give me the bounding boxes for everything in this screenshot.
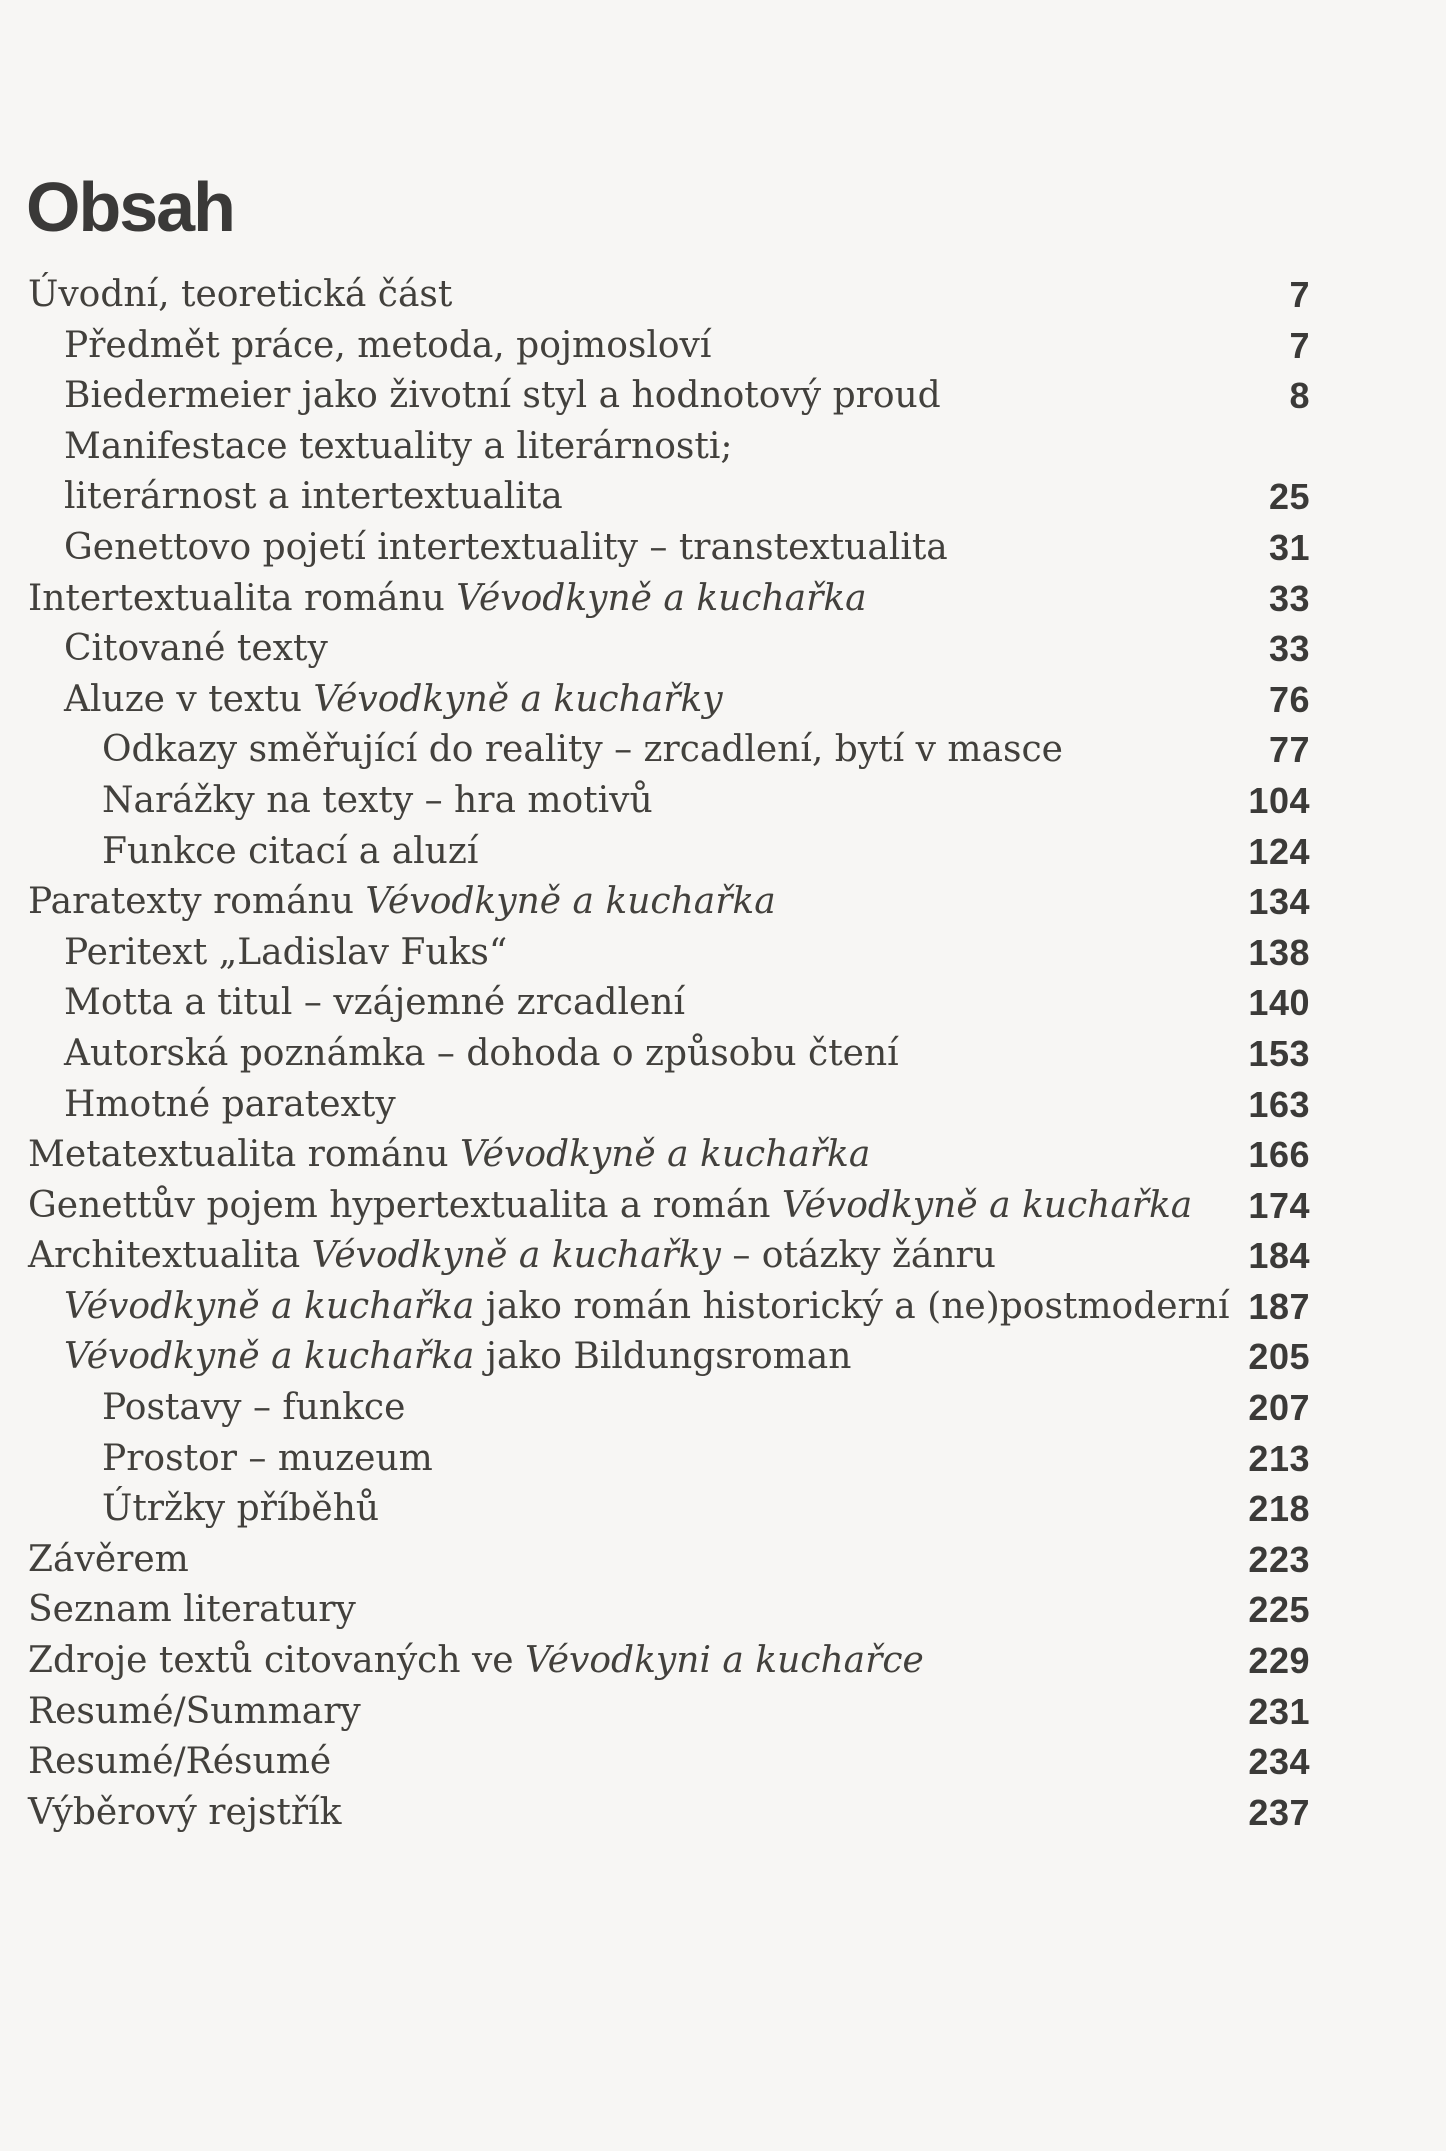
entry-page-number: 207 (1248, 1387, 1310, 1429)
toc-entry (28, 1687, 1310, 1738)
entry-text: Genettovo pojetí intertextuality – transtextualita (64, 526, 948, 568)
toc-entry (28, 725, 1310, 776)
entry-page-number: 205 (1248, 1336, 1310, 1378)
toc-entry (28, 270, 1310, 321)
entry-text: Autorská poznámka – dohoda o způsobu čtení (64, 1032, 899, 1074)
entry-page-number: 166 (1248, 1134, 1310, 1176)
entry-page-number: 77 (1268, 729, 1310, 771)
entry-text: Intertextualita románu Vévodkyně a kuchařka (28, 577, 867, 619)
entry-text: Zdroje textů citovaných ve Vévodkyni a kuchařce (28, 1640, 924, 1682)
toc-entry (28, 1029, 1310, 1080)
toc-list (28, 270, 1310, 1838)
entry-text: Manifestace textuality a literárnosti; (64, 425, 733, 467)
entry-text: Paratexty románu Vévodkyně a kuchařka (28, 881, 776, 923)
entry-text: Biedermeier jako životní styl a hodnotový proud (64, 375, 941, 417)
entry-page-number: 163 (1248, 1083, 1310, 1125)
entry-text: Genettův pojem hypertextualita a román Vévodkyně a kuchařka (28, 1184, 1193, 1226)
toc-entry (28, 675, 1310, 726)
toc-entry (28, 1434, 1310, 1485)
toc-entry (28, 1535, 1310, 1586)
toc-entry (28, 776, 1310, 827)
entry-page-number: 33 (1268, 628, 1310, 670)
entry-page-number: 33 (1268, 577, 1310, 619)
entry-page-number: 8 (1289, 375, 1310, 417)
toc-entry (28, 1788, 1310, 1839)
entry-text: Hmotné paratexty (64, 1083, 396, 1125)
entry-page-number: 76 (1268, 678, 1310, 720)
toc-entry (28, 1383, 1310, 1434)
entry-text: Narážky na texty – hra motivů (102, 779, 653, 821)
toc-entry (28, 877, 1310, 928)
entry-text: Odkazy směřující do reality – zrcadlení, bytí v masce (102, 729, 1063, 771)
toc-entry (28, 321, 1310, 372)
entry-text: Aluze v textu Vévodkyně a kuchařky (64, 678, 723, 720)
entry-page-number: 229 (1248, 1640, 1310, 1682)
entry-page-number: 174 (1248, 1184, 1310, 1226)
entry-text: Postavy – funkce (102, 1387, 406, 1429)
entry-text: Citované texty (64, 628, 328, 670)
entry-text: Metatextualita románu Vévodkyně a kuchařka (28, 1134, 871, 1176)
toc-entry (28, 1332, 1310, 1383)
toc-entry (28, 574, 1310, 625)
toc-entry (28, 371, 1310, 422)
entry-text: Architextualita Vévodkyně a kuchařky – otázky žánru (28, 1235, 996, 1277)
entry-page-number: 184 (1248, 1235, 1310, 1277)
toc-entry (28, 1231, 1310, 1282)
entry-text: Peritext „Ladislav Fuks“ (64, 931, 508, 973)
entry-page-number: 134 (1248, 881, 1310, 923)
toc-entry (28, 978, 1310, 1029)
entry-page-number: 187 (1248, 1285, 1310, 1327)
toc-entry (28, 1181, 1310, 1232)
toc-entry (28, 523, 1310, 574)
entry-page-number: 213 (1248, 1437, 1310, 1479)
entry-text: literárnost a intertextualita (64, 476, 563, 518)
entry-text: Resumé/Summary (28, 1690, 361, 1732)
entry-page-number: 25 (1268, 476, 1310, 518)
toc-entry (28, 928, 1310, 979)
entry-text: Útržky příběhů (102, 1488, 380, 1530)
toc-entry (28, 827, 1310, 878)
entry-text: Seznam literatury (28, 1589, 356, 1631)
entry-page-number: 124 (1248, 830, 1310, 872)
page-title: Obsah (26, 167, 234, 246)
toc-entry (28, 1080, 1310, 1131)
entry-page-number: 140 (1248, 982, 1310, 1024)
toc-entry (28, 1636, 1310, 1687)
entry-text: Úvodní, teoretická část (28, 274, 453, 315)
toc-entry (28, 1484, 1310, 1535)
entry-page-number: 234 (1248, 1741, 1310, 1783)
toc-entry (28, 472, 1310, 523)
entry-page-number: 138 (1248, 931, 1310, 973)
entry-text: Funkce citací a aluzí (102, 830, 479, 872)
entry-page-number: 7 (1289, 274, 1310, 315)
entry-page-number: 225 (1248, 1589, 1310, 1631)
entry-text: Předmět práce, metoda, pojmosloví (64, 324, 712, 366)
entry-text: Vévodkyně a kuchařka jako Bildungsroman (64, 1336, 852, 1378)
entry-page-number: 104 (1248, 779, 1310, 821)
entry-page-number: 31 (1268, 526, 1310, 568)
entry-page-number: 223 (1248, 1538, 1310, 1580)
entry-page-number: 218 (1248, 1488, 1310, 1530)
entry-text: Vévodkyně a kuchařka jako román historický a (ne)postmoderní (64, 1285, 1230, 1327)
entry-page-number: 231 (1248, 1690, 1310, 1732)
toc-entry (28, 1585, 1310, 1636)
entry-text: Výběrový rejstřík (28, 1791, 342, 1833)
entry-page-number: 237 (1248, 1791, 1310, 1833)
entry-page-number: 153 (1248, 1032, 1310, 1074)
entry-text: Závěrem (28, 1538, 189, 1580)
entry-page-number: 7 (1289, 324, 1310, 366)
toc-entry (28, 624, 1310, 675)
toc-entry (28, 1282, 1310, 1333)
toc-entry (28, 1130, 1310, 1181)
entry-text: Prostor – muzeum (102, 1437, 433, 1479)
entry-text: Resumé/Résumé (28, 1741, 332, 1783)
toc-entry (28, 422, 1310, 473)
toc-entry (28, 1737, 1310, 1788)
entry-text: Motta a titul – vzájemné zrcadlení (64, 982, 685, 1024)
